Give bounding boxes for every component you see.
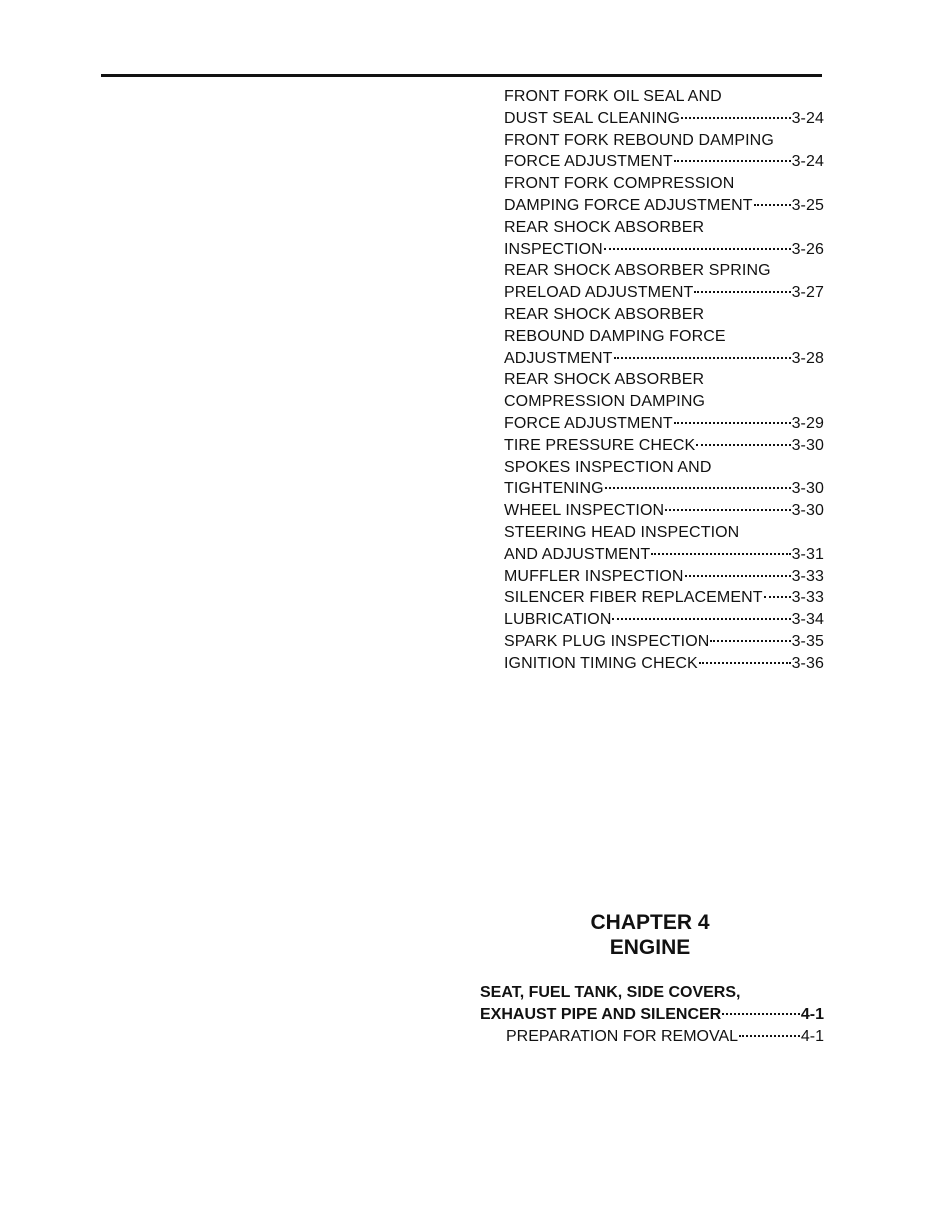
toc-entry-label: WHEEL INSPECTION [504, 502, 665, 520]
toc-entry[interactable] [504, 108, 824, 130]
toc-entry-page: 3-24 [791, 153, 824, 171]
toc-entry-label: SPARK PLUG INSPECTION [504, 632, 710, 650]
toc-entry-line[interactable] [504, 130, 824, 152]
toc-entry-line[interactable] [504, 326, 824, 348]
dot-leader [681, 116, 790, 119]
toc-entry-page: 3-31 [791, 545, 824, 563]
dot-leader [694, 290, 790, 293]
chapter-number: CHAPTER 4 [590, 911, 710, 934]
toc-entry-page: 3-33 [791, 567, 824, 585]
toc-entry-label: AND ADJUSTMENT [504, 545, 651, 563]
toc-entry-label: PRELOAD ADJUSTMENT [504, 284, 694, 302]
toc-entry-label: TIRE PRESSURE CHECK [504, 436, 696, 454]
dot-leader [722, 1012, 800, 1015]
dot-leader [604, 247, 791, 250]
toc-entry-label: LUBRICATION [504, 611, 612, 629]
toc-entry[interactable] [504, 151, 824, 173]
toc-entry-label: FORCE ADJUSTMENT [504, 414, 673, 432]
toc-entry-label: INSPECTION [504, 240, 603, 258]
dot-leader [710, 639, 790, 642]
toc-entry[interactable] [504, 195, 824, 217]
toc-entry-page: 3-29 [791, 414, 824, 432]
section-heading-text: SEAT, FUEL TANK, SIDE COVERS, [480, 984, 741, 1001]
dot-leader [674, 159, 791, 162]
toc-list [504, 86, 824, 675]
toc-entry-page: 3-34 [791, 611, 824, 629]
toc-entry[interactable] [504, 435, 824, 457]
toc-entry-label: IGNITION TIMING CHECK [504, 654, 698, 672]
toc-entry[interactable] [504, 566, 824, 588]
section-heading-entry[interactable] [480, 1004, 824, 1026]
subsection-page: 4-1 [800, 1028, 824, 1045]
section-heading-line[interactable] [480, 982, 824, 1004]
dot-leader [674, 421, 791, 424]
toc-entry-line[interactable] [504, 217, 824, 239]
toc-entry-label: MUFFLER INSPECTION [504, 567, 684, 585]
toc-entry-label: DAMPING FORCE ADJUSTMENT [504, 196, 753, 214]
dot-leader [754, 203, 791, 206]
chapter-title: ENGINE [609, 936, 691, 959]
toc-entry-label: TIGHTENING [504, 480, 604, 498]
toc-entry[interactable] [504, 609, 824, 631]
toc-entry-page: 3-24 [791, 109, 824, 127]
dot-leader [685, 574, 791, 577]
toc-entry[interactable] [504, 631, 824, 653]
dot-leader [764, 595, 791, 598]
dot-leader [739, 1034, 800, 1037]
toc-entry[interactable] [504, 500, 824, 522]
dot-leader [612, 617, 790, 620]
toc-entry-label: REAR SHOCK ABSORBER SPRING [504, 262, 771, 280]
toc-entry-label: FORCE ADJUSTMENT [504, 153, 673, 171]
toc-entry-page: 3-28 [791, 349, 824, 367]
toc-entry[interactable] [504, 239, 824, 261]
toc-entry-label: ADJUSTMENT [504, 349, 613, 367]
toc-entry-page: 3-25 [791, 196, 824, 214]
toc-entry[interactable] [504, 413, 824, 435]
toc-entry-label: FRONT FORK REBOUND DAMPING [504, 131, 774, 149]
chapter-4-section [480, 982, 824, 1048]
toc-entry[interactable] [504, 653, 824, 675]
section-heading-text: EXHAUST PIPE AND SILENCER [480, 1006, 722, 1023]
toc-entry-label: REAR SHOCK ABSORBER [504, 305, 705, 323]
toc-entry-label: REBOUND DAMPING FORCE [504, 327, 726, 345]
dot-leader [665, 508, 790, 511]
section-heading-page: 4-1 [800, 1006, 824, 1023]
toc-entry-label: FRONT FORK COMPRESSION [504, 175, 735, 193]
toc-entry-label: DUST SEAL CLEANING [504, 109, 681, 127]
toc-entry-label: REAR SHOCK ABSORBER [504, 371, 705, 389]
toc-entry[interactable] [504, 478, 824, 500]
toc-entry[interactable] [504, 587, 824, 609]
toc-entry[interactable] [504, 282, 824, 304]
toc-entry-line[interactable] [504, 522, 824, 544]
toc-entry-label: FRONT FORK OIL SEAL AND [504, 88, 722, 105]
subsection-entry[interactable] [480, 1026, 824, 1048]
top-rule [101, 74, 822, 77]
toc-entry-line[interactable] [504, 304, 824, 326]
toc-entry-line[interactable] [504, 86, 824, 108]
toc-entry-page: 3-26 [791, 240, 824, 258]
chapter-heading [480, 910, 824, 960]
toc-entry-page: 3-30 [791, 436, 824, 454]
toc-entry-label: REAR SHOCK ABSORBER [504, 218, 705, 236]
toc-entry-page: 3-30 [791, 480, 824, 498]
toc-entry-label: SPOKES INSPECTION AND [504, 458, 712, 476]
dot-leader [614, 356, 791, 359]
toc-entry[interactable] [504, 348, 824, 370]
toc-entry-label: SILENCER FIBER REPLACEMENT [504, 589, 763, 607]
toc-entry-line[interactable] [504, 173, 824, 195]
toc-entry-line[interactable] [504, 457, 824, 479]
toc-entry-page: 3-27 [791, 284, 824, 302]
toc-entry-line[interactable] [504, 391, 824, 413]
toc-entry-label: COMPRESSION DAMPING [504, 393, 706, 411]
toc-entry-page: 3-33 [791, 589, 824, 607]
toc-entry[interactable] [504, 544, 824, 566]
subsection-label: PREPARATION FOR REMOVAL [506, 1028, 739, 1045]
toc-entry-line[interactable] [504, 260, 824, 282]
dot-leader [696, 443, 790, 446]
toc-entry-page: 3-30 [791, 502, 824, 520]
dot-leader [699, 661, 791, 664]
toc-entry-line[interactable] [504, 369, 824, 391]
dot-leader [651, 552, 790, 555]
toc-entry-page: 3-36 [791, 654, 824, 672]
toc-entry-page: 3-35 [791, 632, 824, 650]
toc-entry-label: STEERING HEAD INSPECTION [504, 523, 740, 541]
dot-leader [605, 486, 791, 489]
